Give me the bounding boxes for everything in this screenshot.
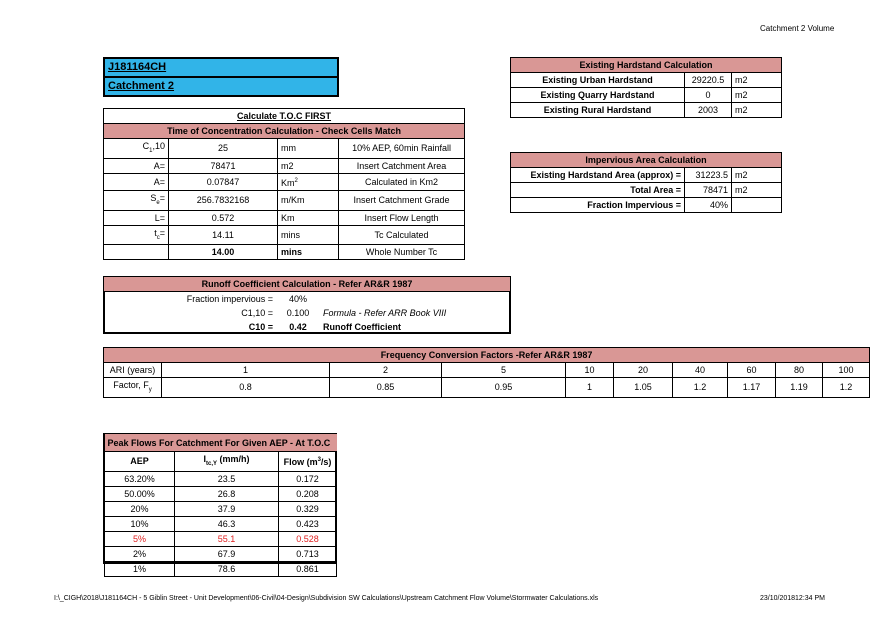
hardstand-label: Existing Rural Hardstand [511, 103, 685, 118]
peak-aep: 63.20% [105, 471, 175, 486]
freq-ari-value: 10 [566, 363, 614, 378]
toc-symbol-tail: = [159, 192, 165, 203]
toc-value: 25 [169, 139, 278, 159]
toc-symbol [104, 173, 169, 190]
toc-unit [278, 210, 339, 225]
toc-value: 0.572 [169, 210, 278, 225]
toc-row [104, 173, 465, 190]
toc-unit-sup: 2 [294, 177, 298, 184]
toc-value: 78471 [169, 158, 278, 173]
impervious-unit [732, 198, 782, 213]
toc-unit-text: m2 [281, 160, 294, 171]
peak-row [105, 561, 337, 576]
toc-unit [278, 139, 339, 159]
toc-value: 14.11 [169, 225, 278, 245]
toc-symbol [104, 210, 169, 225]
footer-file-path: I:\_CIGH\2018\J181164CH - 5 Giblin Street - Unit Development\06-Civil\04-Design\Subdivision SW Calculations\Upstream Catchment Flow Volume\Stormwater Calculations.xls [54, 595, 599, 602]
freq-factor-label [104, 378, 162, 398]
peak-col-intensity: $I_{tc,Y}$ (mm/h) [175, 452, 279, 472]
impervious-value: 40% [685, 198, 732, 213]
toc-symbol-sub: c [156, 234, 160, 241]
peak-intensity: 78.6 [175, 561, 279, 576]
hardstand-value: 29220.5 [685, 73, 732, 88]
impervious-title: Impervious Area Calculation [511, 153, 782, 168]
peak-intensity: 23.5 [175, 471, 279, 486]
peak-flow: 0.528 [279, 531, 337, 546]
toc-unit [278, 173, 339, 190]
impervious-value: 78471 [685, 183, 732, 198]
hardstand-value: 2003 [685, 103, 732, 118]
freq-factor-value: 0.8 [162, 378, 330, 398]
freq-ari-value: 1 [162, 363, 330, 378]
hardstand-unit: m2 [732, 103, 782, 118]
freq-factor-value: 1 [566, 378, 614, 398]
peak-flow: 0.172 [279, 471, 337, 486]
freq-ari-label: ARI (years) [104, 363, 162, 378]
peak-col-aep: AEP [105, 452, 175, 472]
peak-flow: 0.423 [279, 516, 337, 531]
impervious-row [511, 168, 782, 183]
toc-symbol-tail: ,10 [152, 141, 165, 151]
toc-table [103, 108, 465, 260]
impervious-label: Existing Hardstand Area (approx) = [511, 168, 685, 183]
freq-ari-value: 80 [776, 363, 823, 378]
freq-factor-label-text: Factor, F [113, 380, 149, 390]
peak-aep: 20% [105, 501, 175, 516]
toc-unit [278, 245, 339, 260]
freq-factor-value: 0.85 [330, 378, 442, 398]
peak-col-flow: Flow $(m^3/s)$ [279, 452, 337, 472]
runoff-note: Formula - Refer ARR Book VIII [323, 308, 447, 318]
toc-symbol-sub: 1 [149, 147, 153, 154]
peak-row [105, 486, 337, 501]
runoff-label: C1,10 = [241, 308, 273, 318]
impervious-label: Total Area = [511, 183, 685, 198]
toc-row [104, 210, 465, 225]
toc-symbol-text: S [150, 192, 157, 203]
toc-unit-text: mins [281, 229, 301, 240]
freq-ari-value: 60 [728, 363, 776, 378]
peak-intensity: 26.8 [175, 486, 279, 501]
runoff-value: 0.100 [286, 308, 310, 318]
peak-intensity: 55.1 [175, 531, 279, 546]
toc-symbol-tail: = [159, 227, 165, 238]
toc-row [104, 245, 465, 260]
toc-unit-text: Km [281, 212, 295, 223]
toc-unit-text: mins [281, 247, 303, 258]
toc-value: 0.07847 [169, 173, 278, 190]
runoff-table [104, 277, 510, 334]
hardstand-row [511, 73, 782, 88]
impervious-row [511, 183, 782, 198]
runoff-row [104, 320, 510, 334]
toc-symbol-text: C [142, 141, 150, 151]
runoff-label: Fraction impervious = [186, 294, 273, 304]
impervious-label: Fraction Impervious = [511, 198, 685, 213]
runoff-note: Runoff Coefficient [323, 322, 401, 332]
peak-intensity: 46.3 [175, 516, 279, 531]
peak-aep: 1% [105, 561, 175, 576]
impervious-table [510, 152, 782, 213]
hardstand-table [510, 57, 782, 118]
job-header [103, 57, 339, 97]
toc-symbol [104, 190, 169, 210]
toc-value: 256.7832168 [169, 190, 278, 210]
freq-factor-value: 1.2 [673, 378, 728, 398]
hardstand-label: Existing Urban Hardstand [511, 73, 685, 88]
hardstand-unit: m2 [732, 73, 782, 88]
peak-aep: 5% [105, 531, 175, 546]
impervious-row [511, 198, 782, 213]
toc-symbol-text: L= [154, 212, 165, 223]
hardstand-value: 0 [685, 88, 732, 103]
freq-table [103, 347, 870, 398]
catchment-name: Catchment 2 [104, 77, 338, 96]
footer-datetime: 23/10/201812:34 PM [760, 595, 825, 602]
page-header-title: Catchment 2 Volume [760, 24, 835, 33]
hardstand-title: Existing Hardstand Calculation [511, 58, 782, 73]
freq-ari-value: 100 [823, 363, 870, 378]
peak-flow: 0.208 [279, 486, 337, 501]
freq-factor-value: 1.19 [776, 378, 823, 398]
impervious-unit: m2 [732, 183, 782, 198]
peak-flow: 0.329 [279, 501, 337, 516]
peak-intensity: 67.9 [175, 546, 279, 561]
toc-symbol [104, 245, 169, 260]
toc-unit-text: mm [281, 143, 296, 154]
toc-symbol-sub: e [156, 199, 160, 206]
toc-note: Calculated in Km2 [339, 173, 465, 190]
runoff-row [104, 292, 510, 307]
freq-ari-row [104, 363, 870, 378]
peak-aep: 10% [105, 516, 175, 531]
toc-note: Insert Catchment Grade [339, 190, 465, 210]
toc-row [104, 139, 465, 159]
hardstand-unit: m2 [732, 88, 782, 103]
toc-unit-text: Km [281, 177, 295, 188]
peak-row [105, 501, 337, 516]
impervious-value: 31223.5 [685, 168, 732, 183]
peak-row [105, 471, 337, 486]
hardstand-label: Existing Quarry Hardstand [511, 88, 685, 103]
toc-note: Tc Calculated [339, 225, 465, 245]
freq-factor-row [104, 378, 870, 398]
peak-table [104, 434, 337, 577]
freq-factor-value: 1.17 [728, 378, 776, 398]
toc-row [104, 158, 465, 173]
toc-symbol [104, 225, 169, 245]
freq-ari-value: 40 [673, 363, 728, 378]
toc-symbol [104, 158, 169, 173]
peak-title: Peak Flows For Catchment For Given AEP - At T.O.C [105, 434, 337, 452]
toc-symbol [104, 139, 169, 159]
freq-factor-value: 0.95 [442, 378, 566, 398]
job-number: J181164CH [104, 58, 338, 77]
toc-value: 14.00 [169, 245, 278, 260]
runoff-value: 40% [288, 294, 307, 304]
runoff-value: 0.42 [289, 322, 307, 332]
peak-row [105, 546, 337, 561]
hardstand-row [511, 103, 782, 118]
freq-factor-label-sub: y [148, 386, 152, 393]
toc-row [104, 225, 465, 245]
toc-note: Insert Flow Length [339, 210, 465, 225]
toc-unit-text: m/Km [281, 195, 305, 206]
freq-ari-value: 5 [442, 363, 566, 378]
toc-title: Calculate T.O.C FIRST [104, 109, 465, 124]
freq-factor-value: 1.2 [823, 378, 870, 398]
freq-ari-value: 2 [330, 363, 442, 378]
toc-unit [278, 225, 339, 245]
runoff-label: C10 = [248, 322, 273, 332]
peak-flow: 0.713 [279, 546, 337, 561]
toc-symbol-text: A= [153, 176, 165, 187]
peak-row [105, 531, 337, 546]
freq-factor-value: 1.05 [614, 378, 673, 398]
peak-aep: 2% [105, 546, 175, 561]
toc-symbol-text: t [154, 227, 157, 238]
peak-row [105, 516, 337, 531]
runoff-row [104, 306, 510, 320]
runoff-note [320, 292, 510, 307]
toc-note: 10% AEP, 60min Rainfall [339, 139, 465, 159]
peak-aep: 50.00% [105, 486, 175, 501]
peak-intensity: 37.9 [175, 501, 279, 516]
peak-flow: 0.861 [279, 561, 337, 576]
hardstand-row [511, 88, 782, 103]
toc-unit [278, 158, 339, 173]
toc-note: Insert Catchment Area [339, 158, 465, 173]
toc-note: Whole Number Tc [339, 245, 465, 260]
toc-unit [278, 190, 339, 210]
freq-ari-value: 20 [614, 363, 673, 378]
toc-subtitle: Time of Concentration Calculation - Check Cells Match [104, 124, 465, 139]
impervious-unit: m2 [732, 168, 782, 183]
freq-title: Frequency Conversion Factors -Refer AR&R 1987 [104, 348, 870, 363]
toc-row [104, 190, 465, 210]
toc-symbol-text: A= [153, 160, 165, 171]
runoff-title: Runoff Coefficient Calculation - Refer AR&R 1987 [104, 277, 510, 292]
